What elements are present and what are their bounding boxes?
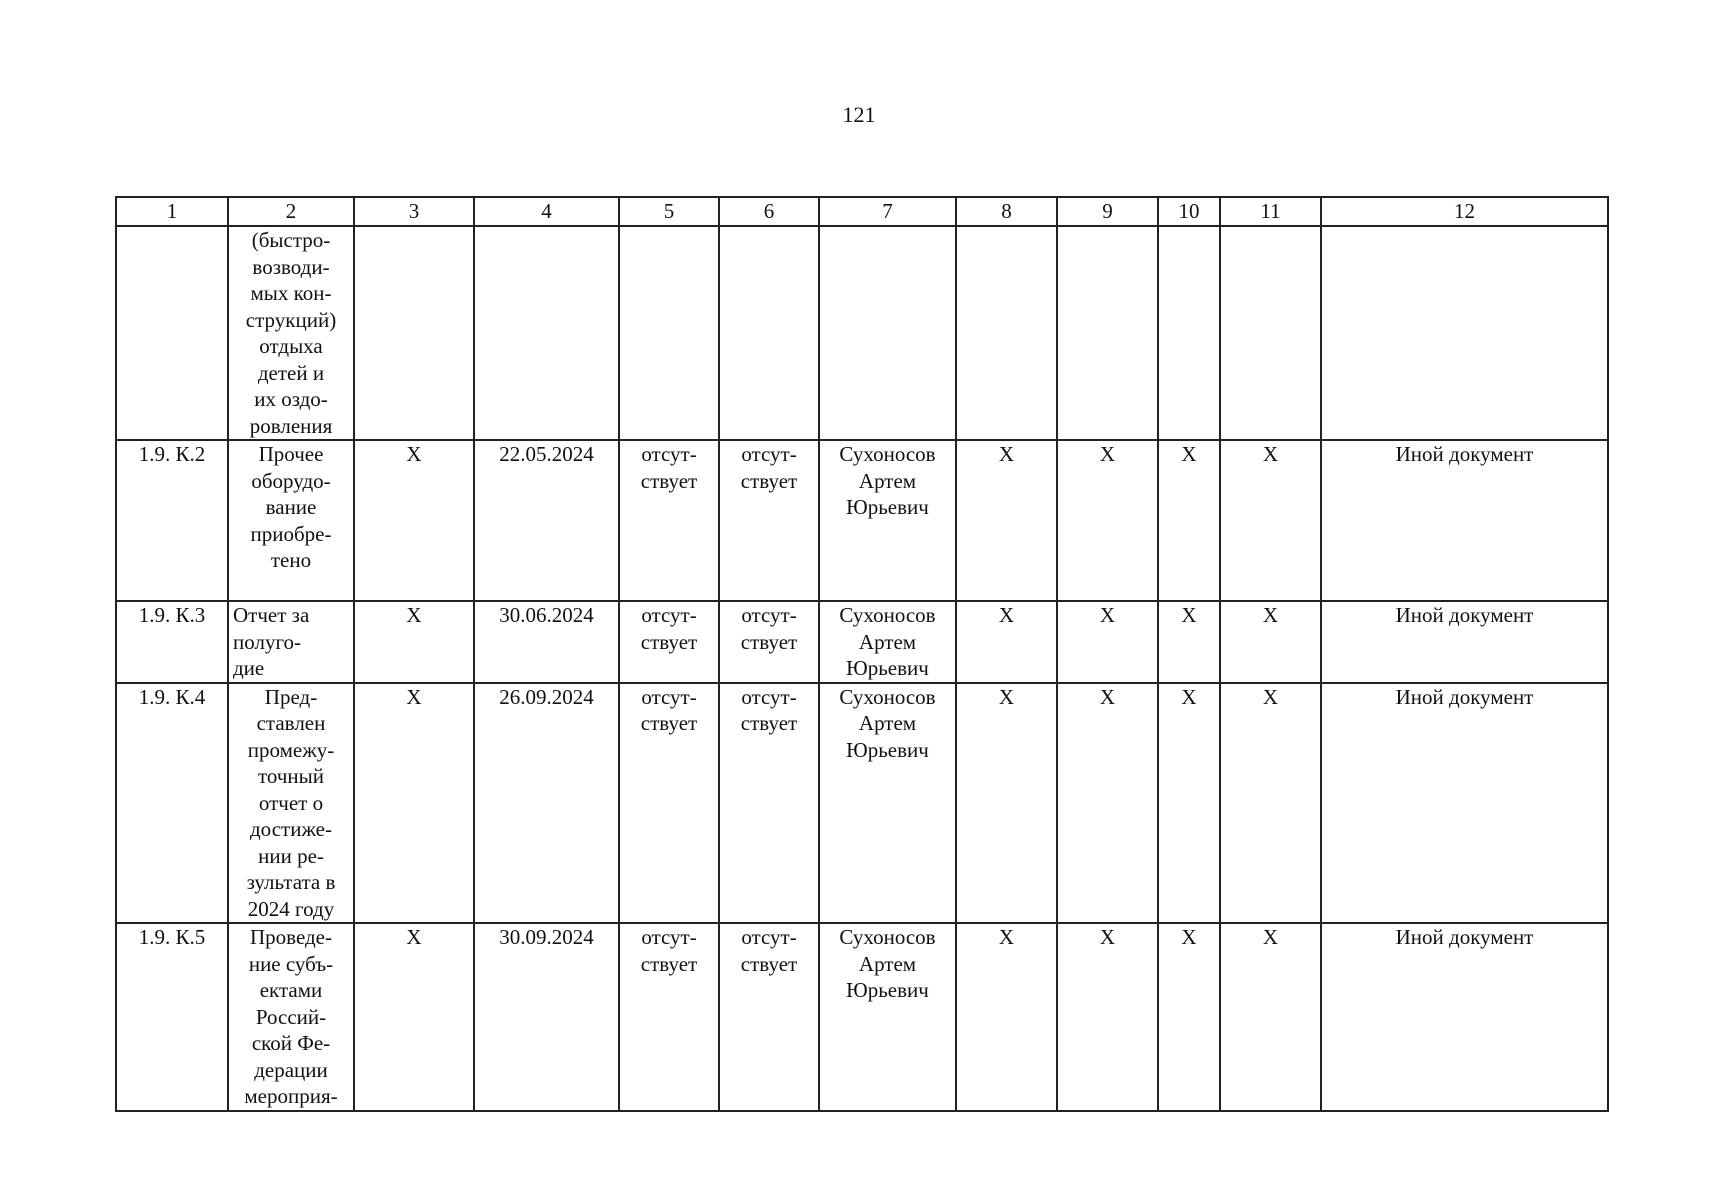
cell-col-10: X — [1158, 440, 1220, 601]
cell-col-5: отсут- ствует — [619, 440, 719, 601]
cell-col-9: X — [1057, 601, 1158, 683]
cell-col-3: X — [354, 440, 474, 601]
cell-col-8: X — [956, 601, 1057, 683]
cell-id — [116, 226, 228, 440]
cell-id: 1.9. К.3 — [116, 601, 228, 683]
table-row — [116, 226, 1608, 440]
cell-col-10: X — [1158, 683, 1220, 924]
header-col-5: 5 — [619, 197, 719, 226]
header-col-12: 12 — [1321, 197, 1608, 226]
cell-col-6: отсут- ствует — [719, 683, 819, 924]
cell-col-6: отсут- ствует — [719, 601, 819, 683]
cell-col-9: X — [1057, 440, 1158, 601]
cell-col-5: отсут- ствует — [619, 601, 719, 683]
cell-id: 1.9. К.4 — [116, 683, 228, 924]
cell-col-9: X — [1057, 923, 1158, 1111]
cell-col-3: X — [354, 683, 474, 924]
cell-name: Проведе- ние субъ- ектами Россий- ской Фе- дерации мероприя- — [228, 923, 354, 1111]
cell-responsible: Сухоносов Артем Юрьевич — [819, 440, 956, 601]
cell-col-10: X — [1158, 601, 1220, 683]
header-col-3: 3 — [354, 197, 474, 226]
cell-col-11: X — [1220, 601, 1321, 683]
cell-document-type: Иной документ — [1321, 440, 1608, 601]
cell-col-6: отсут- ствует — [719, 440, 819, 601]
header-col-2: 2 — [228, 197, 354, 226]
cell-col-3: X — [354, 601, 474, 683]
cell-document-type: Иной документ — [1321, 601, 1608, 683]
cell-date: 26.09.2024 — [474, 683, 619, 924]
cell-col-6: отсут- ствует — [719, 923, 819, 1111]
cell-document-type: Иной документ — [1321, 923, 1608, 1111]
cell-col-5: отсут- ствует — [619, 923, 719, 1111]
cell-col-8: X — [956, 440, 1057, 601]
cell-col-3: X — [354, 923, 474, 1111]
cell-col-9: X — [1057, 683, 1158, 924]
header-row — [116, 197, 1608, 226]
cell-document-type: Иной документ — [1321, 683, 1608, 924]
cell-col-11: X — [1220, 440, 1321, 601]
header-col-10: 10 — [1158, 197, 1220, 226]
cell-col-9 — [1057, 226, 1158, 440]
cell-col-11: X — [1220, 683, 1321, 924]
table-row — [116, 923, 1608, 1111]
page-number: 121 — [842, 102, 876, 127]
header-col-7: 7 — [819, 197, 956, 226]
header-col-11: 11 — [1220, 197, 1321, 226]
cell-col-11: X — [1220, 923, 1321, 1111]
cell-responsible: Сухоносов Артем Юрьевич — [819, 683, 956, 924]
cell-responsible — [819, 226, 956, 440]
header-col-4: 4 — [474, 197, 619, 226]
table-row — [116, 440, 1608, 601]
cell-col-10 — [1158, 226, 1220, 440]
cell-responsible: Сухоносов Артем Юрьевич — [819, 923, 956, 1111]
cell-name: Прочее оборудо- вание приобре- тено — [228, 440, 354, 601]
document-table — [115, 196, 1609, 1112]
cell-col-8 — [956, 226, 1057, 440]
cell-name: Отчет за полуго- дие — [228, 601, 354, 683]
header-col-8: 8 — [956, 197, 1057, 226]
header-col-1: 1 — [116, 197, 228, 226]
cell-date: 22.05.2024 — [474, 440, 619, 601]
cell-col-8: X — [956, 923, 1057, 1111]
header-col-9: 9 — [1057, 197, 1158, 226]
cell-col-3 — [354, 226, 474, 440]
cell-col-8: X — [956, 683, 1057, 924]
cell-col-10: X — [1158, 923, 1220, 1111]
cell-col-11 — [1220, 226, 1321, 440]
cell-id: 1.9. К.2 — [116, 440, 228, 601]
table-row — [116, 601, 1608, 683]
cell-col-5 — [619, 226, 719, 440]
cell-name: Пред- ставлен промежу- точный отчет о достиже- нии ре- зультата в 2024 году — [228, 683, 354, 924]
table-row — [116, 683, 1608, 924]
cell-date: 30.09.2024 — [474, 923, 619, 1111]
header-col-6: 6 — [719, 197, 819, 226]
cell-date — [474, 226, 619, 440]
cell-col-5: отсут- ствует — [619, 683, 719, 924]
cell-col-6 — [719, 226, 819, 440]
cell-document-type — [1321, 226, 1608, 440]
cell-id: 1.9. К.5 — [116, 923, 228, 1111]
cell-name: (быстро- возводи- мых кон- струкций) отдыха детей и их оздо- ровления — [228, 226, 354, 440]
cell-date: 30.06.2024 — [474, 601, 619, 683]
cell-responsible: Сухоносов Артем Юрьевич — [819, 601, 956, 683]
